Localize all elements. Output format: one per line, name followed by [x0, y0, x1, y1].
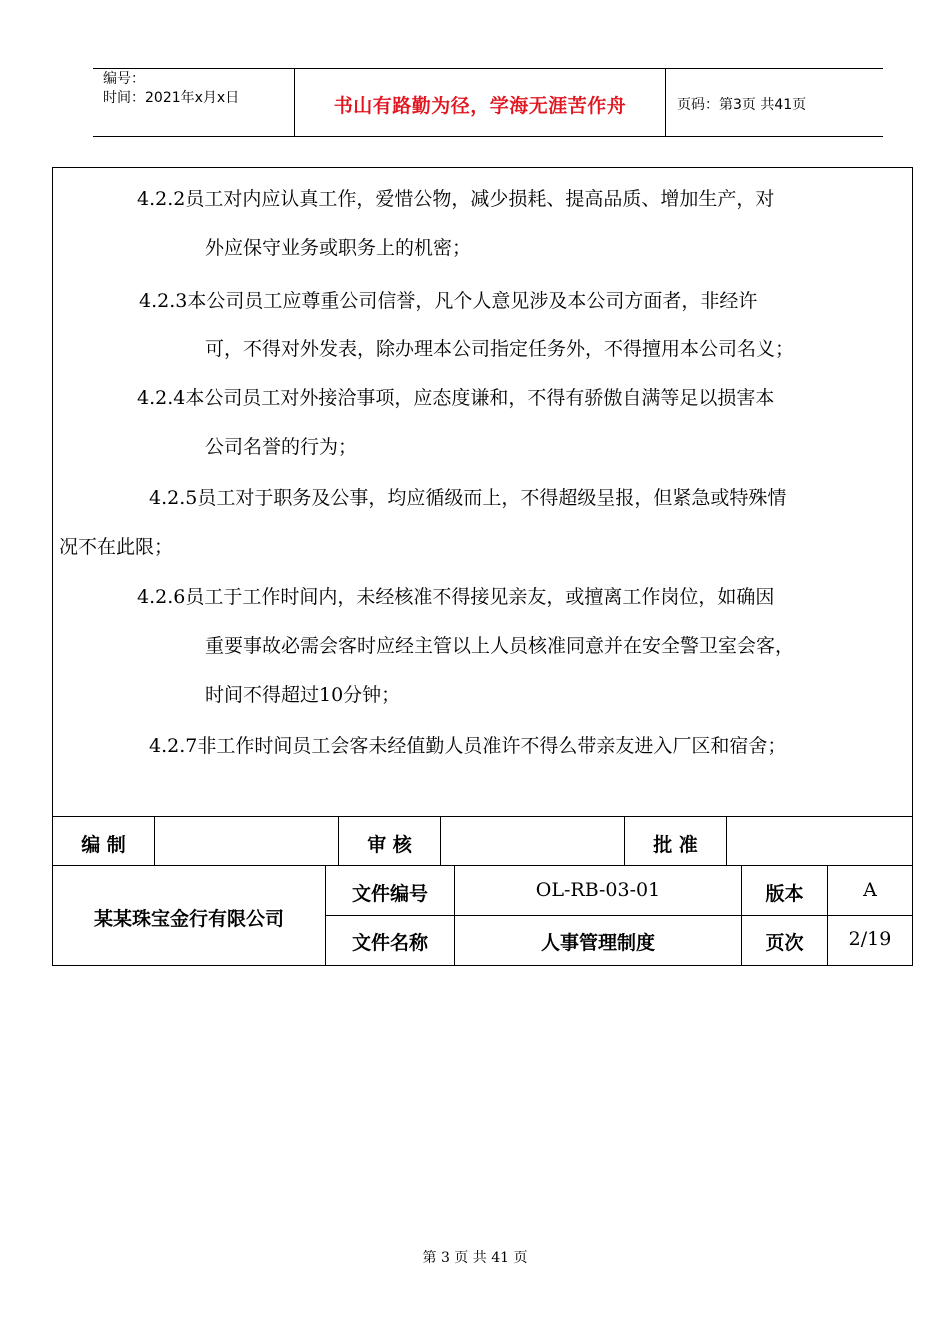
clause-list — [53, 168, 914, 816]
cell-divider — [440, 817, 441, 866]
company-name: 某某珠宝金行有限公司 — [93, 908, 284, 930]
clause-line: 4.2.5员工对于职务及公事，均应循级而上，不得超级呈报，但紧急或特殊情 — [149, 487, 787, 509]
header-divider — [665, 69, 666, 136]
page-value: 2/19 — [848, 928, 892, 950]
page-footer: 第 3 页 共 41 页 — [422, 1250, 528, 1266]
clause-line: 4.2.2员工对内应认真工作，爱惜公物，减少损耗、提高品质、增加生产，对 — [137, 188, 775, 210]
clause-line: 外应保守业务或职务上的机密； — [205, 237, 472, 259]
running-header — [93, 68, 883, 137]
clause-line: 重要事故必需会客时应经主管以上人员核准同意并在安全警卫室会客， — [205, 635, 795, 657]
doc-name-label: 文件名称 — [351, 932, 428, 954]
version-value: A — [863, 879, 877, 901]
clause-line: 4.2.7非工作时间员工会客未经值勤人员准许不得么带亲友进入厂区和宿舍； — [149, 735, 787, 757]
clause-line: 况不在此限； — [59, 536, 174, 558]
version-label: 版本 — [765, 883, 804, 905]
header-motto: 书山有路勤为径，学海无涯苦作舟 — [333, 95, 627, 117]
number-label: 编号： — [103, 71, 145, 87]
clause-line: 公司名誉的行为； — [205, 436, 358, 458]
doc-no-label: 文件编号 — [351, 883, 428, 905]
approved-label: 批 准 — [653, 834, 698, 856]
reviewed-label: 审 核 — [367, 834, 412, 856]
signoff-row — [53, 816, 912, 866]
cell-divider — [154, 817, 155, 866]
doc-name-value: 人事管理制度 — [540, 932, 655, 954]
page-label: 页次 — [765, 932, 804, 954]
clause-line: 4.2.3本公司员工应尊重公司信誉，凡个人意见涉及本公司方面者，非经许 — [139, 290, 758, 312]
clause-line: 可，不得对外发表，除办理本公司指定任务外，不得擅用本公司名义； — [205, 338, 795, 360]
clause-line: 时间不得超过10分钟； — [205, 684, 401, 706]
cell-divider — [726, 817, 727, 866]
clause-line: 4.2.6员工于工作时间内，未经核准不得接见亲友，或擅离工作岗位，如确因 — [137, 586, 775, 608]
row-divider — [325, 915, 912, 916]
clause-line: 4.2.4本公司员工对外接洽事项，应态度谦和，不得有骄傲自满等足以损害本 — [137, 387, 775, 409]
header-page-info: 页码：第3页 共41页 — [677, 97, 807, 113]
header-meta — [103, 70, 239, 108]
document-form — [52, 167, 913, 966]
prepared-label: 编 制 — [81, 834, 126, 856]
doc-no-value: OL-RB-03-01 — [535, 879, 661, 901]
time-label: 时间：2021年x月x日 — [103, 90, 240, 106]
